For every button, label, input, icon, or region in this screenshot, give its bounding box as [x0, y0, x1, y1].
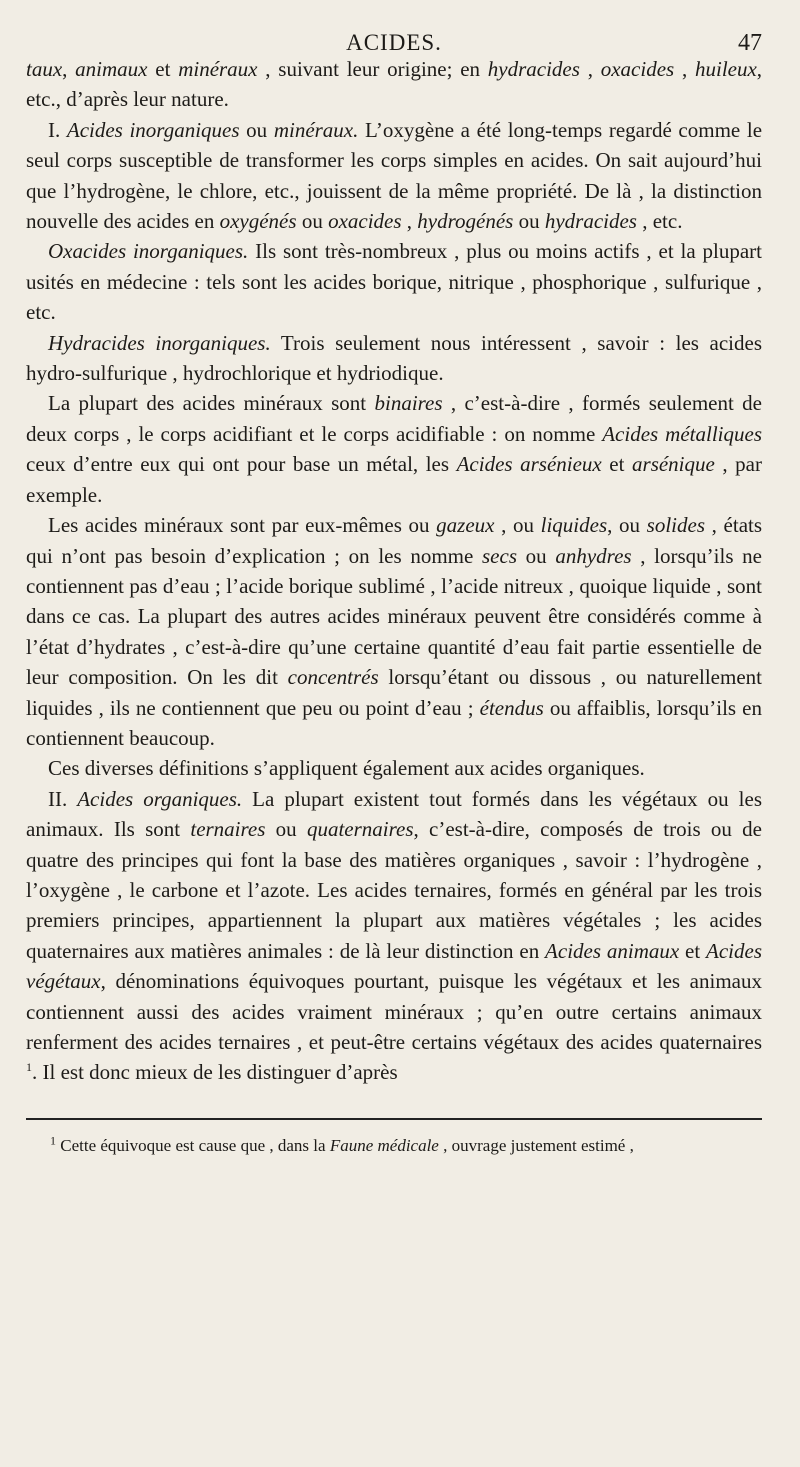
italic-term: oxacides	[328, 209, 402, 234]
italic-term: Acides métalliques	[602, 421, 762, 446]
italic-term: minéraux.	[273, 117, 359, 142]
text-run: , ou	[607, 513, 647, 538]
footnote-rule	[26, 1118, 762, 1120]
italic-term: arsénique	[632, 452, 715, 477]
italic-term: secs	[482, 543, 517, 568]
text-run: , c’est-à-dire, composés de trois ou de quatre des principes qui font la base des matières organiques , savoir : l’hydrogène , l’oxygène , le carbone et l’azote. Les acides ternaires, formés en général par les trois premiers principes, appartiennent la plupart aux matières végétales ; les acides quaternaires aux matières animales : de là leur distinction en	[26, 817, 762, 963]
text-run: , ouvrage justement estimé ,	[438, 1135, 634, 1155]
text-run: ,	[62, 57, 76, 81]
italic-term: quaternaires	[306, 817, 414, 842]
running-title: ACIDES.	[346, 30, 442, 55]
text-run: Ils sont très-nombreux , plus ou moins actifs , et la plupart usités en médecine : tels sont les acides borique, nitrique , phosphorique , sulfurique , etc.	[26, 239, 762, 325]
italic-term: oxacides	[600, 57, 675, 81]
text-run: ou	[296, 209, 329, 234]
text-run: lorsqu’étant ou dissous , ou naturellement liquides , ils ne contiennent que peu ou point d’eau ;	[26, 665, 762, 720]
italic-term: Oxacides inorganiques.	[48, 239, 249, 264]
italic-term: ternaires	[190, 817, 266, 842]
italic-term: Hydracides inorganiques.	[48, 330, 271, 355]
italic-term: huileux	[694, 57, 757, 81]
italic-term: Acides animaux	[545, 938, 680, 963]
italic-term: oxygénés	[219, 209, 297, 234]
italic-term: hydrogénés	[417, 209, 514, 234]
text-run: ou	[265, 817, 307, 842]
paragraph	[26, 510, 762, 753]
text-run: Cette équivoque est cause que , dans la	[56, 1135, 330, 1155]
italic-term: anhydres	[555, 543, 632, 568]
italic-term: binaires	[374, 391, 443, 416]
text-run: ou affaiblis, lorsqu’ils en contiennent beaucoup.	[26, 695, 762, 750]
footnote	[26, 1134, 762, 1158]
text-run: ,	[579, 57, 601, 81]
italic-term: Acides végétaux	[26, 938, 763, 994]
text-run: , par exemple.	[26, 452, 762, 507]
paragraph	[26, 54, 762, 115]
italic-term: liquides	[540, 513, 608, 538]
paragraph	[26, 115, 762, 237]
italic-term: concentrés	[287, 665, 379, 690]
text-run: Les acides minéraux sont par eux-mêmes ou	[48, 513, 437, 538]
text-run: ,	[401, 209, 418, 234]
text-run: La plupart existent tout formés dans les végétaux ou les animaux. Ils sont	[26, 786, 762, 842]
text-run: , lorsqu’ils ne contiennent pas d’eau ; l’acide borique sublimé , l’acide nitreux , quoique liquide , sont dans ce cas. La plupart des autres acides minéraux peuvent être considérés comme à l’état d’hydrates , c’est-à-dire qu’une certaine quantité d’eau fait partie essentielle de leur composition. On les dit	[26, 543, 763, 690]
text-run: , dénominations équivoques pourtant, puisque les végétaux et les animaux contiennent aussi des acides vraiment minéraux ; qu’en outre certains animaux renferment des acides ternaires , et peut-être certains végétaux des acides quaternaires	[26, 969, 762, 1054]
italic-term: Faune médicale	[329, 1135, 439, 1155]
page-number: 47	[738, 30, 762, 56]
text-run: II.	[48, 786, 78, 811]
running-head	[26, 0, 762, 54]
italic-term: Acides organiques.	[77, 786, 243, 811]
text-run: Ces diverses définitions s’appliquent également aux acides organiques.	[48, 756, 645, 781]
text-run: et	[601, 452, 633, 477]
text-run: L’oxygène a été long-temps regardé comme le seul corps susceptible de transformer les corps simples en acides. On sait aujourd’hui que l’hydrogène, le chlore, etc., jouissent de la même propriété. De là , la distinction nouvelle des acides en	[26, 117, 763, 234]
paragraph	[26, 236, 762, 327]
paragraph	[26, 388, 762, 510]
paragraph	[26, 328, 762, 389]
text-run: ou	[239, 117, 274, 142]
text-run: I.	[48, 117, 67, 142]
text-run: , etc., d’après leur nature.	[26, 57, 763, 112]
italic-term: minéraux	[178, 57, 258, 81]
text-run: , ou	[494, 513, 541, 538]
paragraph	[26, 784, 762, 1088]
italic-term: gazeux	[436, 513, 495, 538]
paragraph	[26, 753, 762, 783]
italic-term: animaux	[75, 57, 148, 81]
italic-term: étendus	[479, 695, 544, 720]
text-run: , états qui n’ont pas besoin d’explication ; on les nomme	[26, 513, 763, 568]
footnote-marker: 1	[50, 1133, 56, 1148]
text-run: Trois seulement nous intéressent , savoir : les acides hydro-sulfurique , hydrochlorique et hydriodique.	[26, 330, 762, 386]
body-text	[26, 54, 762, 1088]
italic-term: hydracides	[544, 209, 637, 234]
text-run: et	[679, 938, 707, 963]
text-run: La plupart des acides minéraux sont	[48, 391, 375, 416]
footnote-marker: 1	[26, 1060, 32, 1075]
italic-term: Acides arsénieux	[456, 452, 602, 477]
italic-term: solides	[646, 513, 706, 538]
italic-term: taux	[26, 57, 63, 81]
text-run: . Il est donc mieux de les distinguer d’après	[32, 1060, 398, 1085]
text-run: ceux d’entre eux qui ont pour base un métal, les	[26, 452, 457, 477]
text-run: ou	[513, 209, 545, 234]
text-run: , c’est-à-dire , formés seulement de deux corps , le corps acidifiant et le corps acidifiable : on nomme	[26, 391, 762, 446]
italic-term: hydracides	[487, 57, 580, 81]
text-run: et	[147, 57, 179, 81]
text-run: ou	[517, 543, 556, 568]
text-run: , etc.	[636, 209, 683, 234]
italic-term: Acides inorganiques	[66, 117, 240, 142]
text-run: ,	[674, 57, 695, 81]
text-run: , suivant leur origine; en	[257, 57, 488, 81]
